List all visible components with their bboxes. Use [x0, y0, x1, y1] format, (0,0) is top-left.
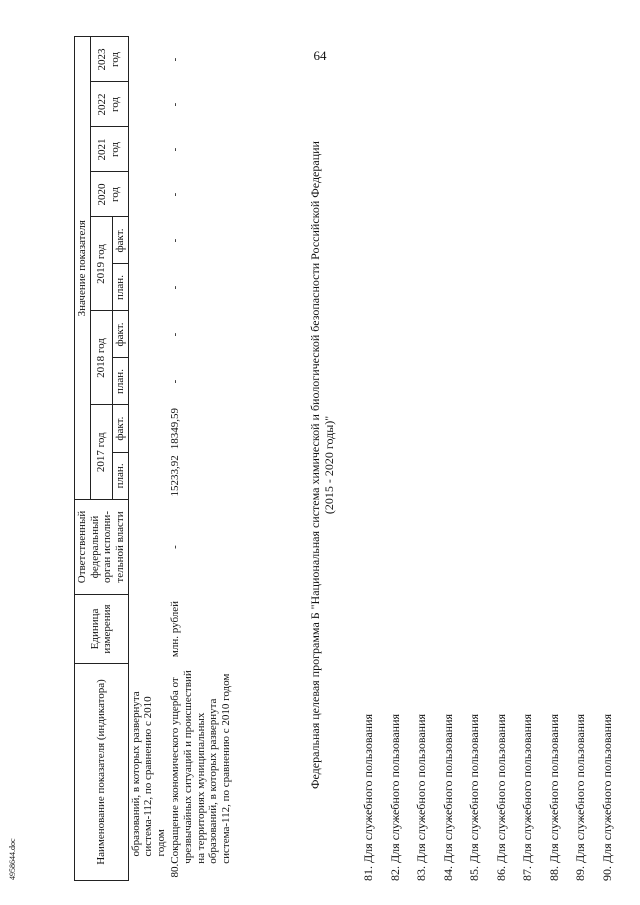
service-line: 87. Для служебного пользования — [520, 713, 534, 881]
header-2019-fact: факт. — [112, 217, 128, 264]
service-line: 90. Для служебного пользования — [599, 713, 614, 881]
header-name: Наименование показателя (индикатора) — [75, 664, 129, 881]
row-80-2019-fact: - — [169, 238, 182, 243]
header-2019: 2019 год — [90, 217, 112, 311]
service-lines — [355, 714, 620, 881]
row-80-2018-fact: - — [169, 332, 182, 337]
header-2021: 2021 год — [90, 127, 128, 172]
header-2017: 2017 год — [90, 405, 112, 500]
page-number: 64 — [313, 48, 327, 63]
row-80-2018-plan: - — [169, 379, 182, 384]
service-line: 81. Для служебного пользования — [361, 713, 375, 881]
row-80-number: 80. — [169, 863, 182, 878]
service-line: 89. Для служебного пользования — [573, 713, 587, 881]
header-2019-plan: план. — [112, 264, 128, 311]
header-2017-fact: факт. — [112, 405, 128, 452]
row-80-2020: - — [169, 192, 182, 197]
header-org: Ответственный федеральный орган исполни-тельной власти — [75, 500, 129, 595]
program-title-line-1: Федеральная целевая программа Б "Национальная система химической и биологической безопасности Российской Федерации — [308, 141, 322, 789]
header-values-group: Значение показателя — [75, 37, 91, 500]
row-80-2021: - — [169, 147, 182, 152]
table-row-continuation — [128, 37, 168, 881]
rotated-page-content — [70, 35, 630, 895]
service-line: 86. Для служебного пользования — [493, 713, 508, 881]
service-line: 83. Для служебного пользования — [414, 713, 428, 881]
header-unit: Единица измерения — [75, 595, 129, 664]
service-line: 88. Для служебного пользования — [546, 713, 561, 881]
header-2022: 2022 год — [90, 82, 128, 127]
row-80-unit: млн. рублей — [169, 600, 182, 658]
row-80-org: - — [169, 545, 182, 549]
file-code: 4958644.doc — [8, 838, 17, 880]
program-title — [308, 35, 337, 895]
indicators-table — [74, 37, 234, 882]
row-80-name: Сокращение экономического ущерба от чрезвычайных ситуаций и происшествий на территориях муниципальных образований, в которых развернута система-112, по сравнению с 2010 годом — [169, 670, 233, 864]
row-80-2023: - — [169, 57, 182, 62]
continuation-text: образований, в которых развернута система-112, по сравнению с 2010 годом — [129, 691, 167, 857]
row-80-2022: - — [169, 102, 182, 107]
header-2023: 2023 год — [90, 37, 128, 82]
service-line: 85. Для служебного пользования — [467, 713, 481, 881]
row-80-2017-fact: 18349,59 — [169, 408, 182, 450]
header-2018-plan: план. — [112, 358, 128, 405]
row-80-2019-plan: - — [169, 285, 182, 290]
service-line: 84. Для служебного пользования — [440, 713, 455, 881]
program-title-line-2: (2015 - 2020 годы)" — [322, 415, 337, 515]
service-line: 82. Для служебного пользования — [387, 713, 402, 881]
header-2018: 2018 год — [90, 311, 112, 405]
table-row — [168, 37, 233, 881]
row-80-2017-plan: 15233,92 — [169, 455, 182, 497]
header-2018-fact: факт. — [112, 311, 128, 358]
row-80-name-cell — [168, 664, 233, 881]
header-2020: 2020 год — [90, 172, 128, 217]
header-2017-plan: план. — [112, 452, 128, 499]
